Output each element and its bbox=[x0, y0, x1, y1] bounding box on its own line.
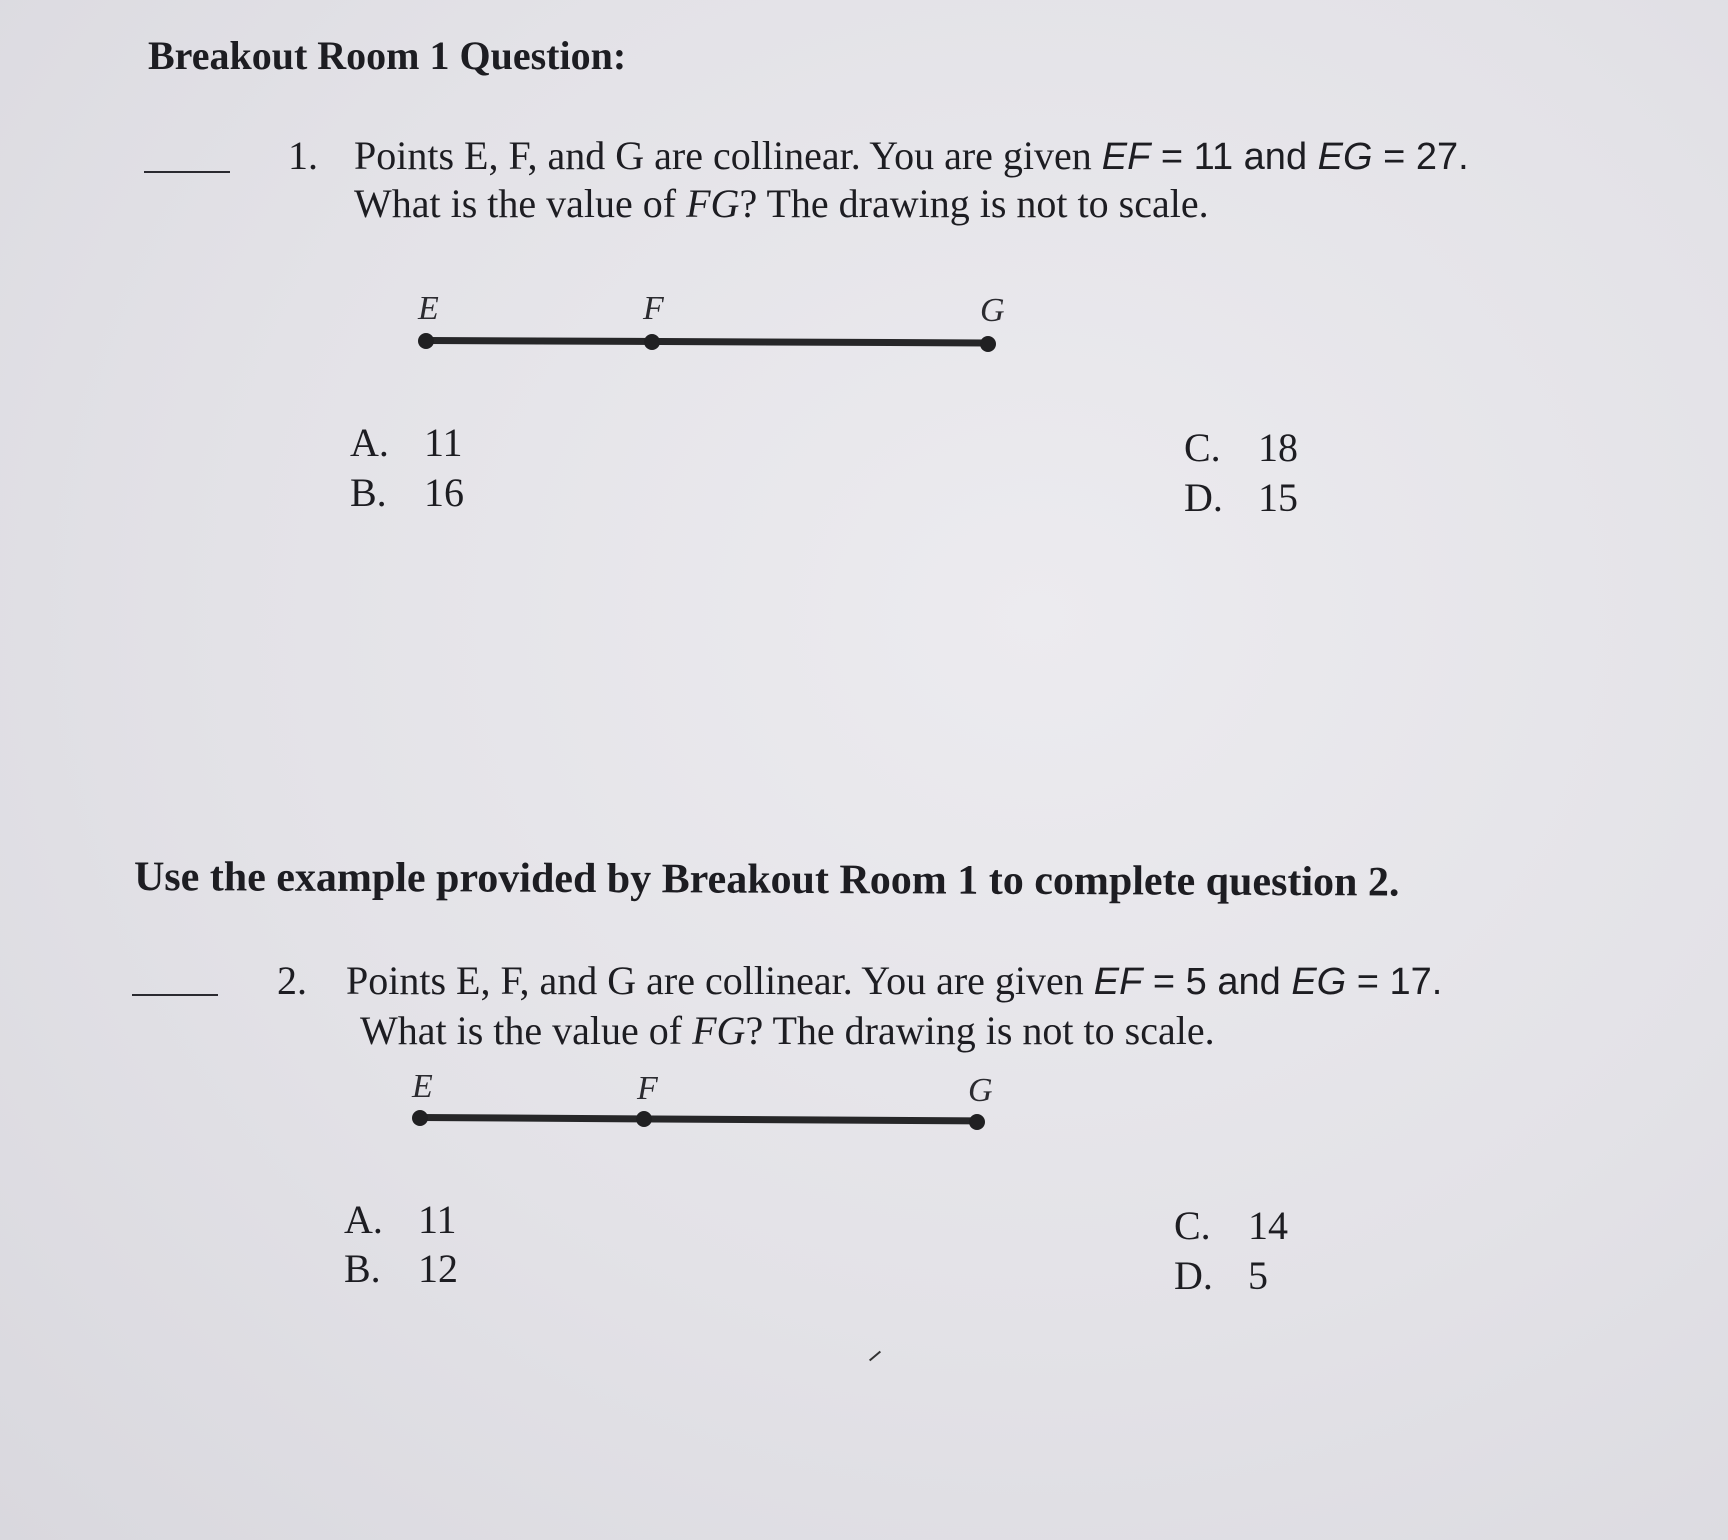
q2-line2-prefix: What is the value of bbox=[360, 1008, 693, 1053]
q2-point-label-e: E bbox=[412, 1068, 433, 1105]
q1-point-e bbox=[418, 333, 434, 349]
q2-number: 2. bbox=[277, 958, 307, 1003]
q1-eg-label: EG bbox=[1317, 136, 1373, 178]
q2-choice-a-value: 11 bbox=[418, 1197, 457, 1242]
q1-point-label-e: E bbox=[418, 290, 439, 327]
q1-choice-b-value: 16 bbox=[424, 470, 464, 515]
q2-choice-d-value: 5 bbox=[1248, 1253, 1268, 1298]
q1-ef-value: = 11 and bbox=[1150, 136, 1318, 178]
q1-segment-line bbox=[425, 337, 989, 346]
q2-line1-prefix: Points E, F, and G are collinear. You are given bbox=[346, 958, 1094, 1003]
q1-choice-a-letter: A. bbox=[350, 420, 389, 465]
q1-choice-b-letter: B. bbox=[350, 470, 387, 515]
q2-point-f bbox=[636, 1111, 652, 1127]
q2-point-e bbox=[412, 1110, 428, 1126]
q2-ef-label: EF bbox=[1093, 961, 1143, 1003]
pencil-mark bbox=[869, 1351, 881, 1362]
section1-heading: Breakout Room 1 Question: bbox=[148, 33, 627, 78]
q1-fg-label: FG bbox=[686, 181, 740, 226]
q2-point-label-f: F bbox=[637, 1070, 658, 1107]
q1-point-f bbox=[644, 334, 660, 350]
q2-choice-d-letter: D. bbox=[1174, 1253, 1213, 1298]
q1-line1-prefix: Points E, F, and G are collinear. You are given bbox=[354, 133, 1102, 178]
q2-point-label-g: G bbox=[968, 1072, 993, 1109]
q1-line2-prefix: What is the value of bbox=[354, 181, 687, 226]
q2-point-g bbox=[969, 1114, 985, 1130]
q1-point-g bbox=[980, 336, 996, 352]
q1-choice-a bbox=[350, 419, 463, 466]
q1-choice-c-letter: C. bbox=[1184, 425, 1221, 470]
q1-ef-label: EF bbox=[1101, 136, 1151, 178]
q2-text-line1 bbox=[346, 957, 1442, 1004]
q2-answer-blank bbox=[132, 994, 218, 996]
q1-text-line1 bbox=[354, 132, 1469, 179]
q1-eg-value: = 27. bbox=[1372, 136, 1469, 178]
q1-point-label-g: G bbox=[980, 292, 1005, 329]
q1-text-line2 bbox=[354, 180, 1209, 227]
q1-choice-a-value: 11 bbox=[424, 420, 463, 465]
q1-number: 1. bbox=[288, 133, 318, 178]
q2-eg-label: EG bbox=[1291, 961, 1347, 1003]
q2-choice-b-value: 12 bbox=[418, 1246, 458, 1291]
q2-line2-suffix: ? The drawing is not to scale. bbox=[745, 1008, 1215, 1053]
q1-choice-b bbox=[350, 469, 464, 516]
q2-choice-c bbox=[1174, 1202, 1288, 1249]
q2-text-line2 bbox=[360, 1007, 1215, 1054]
q2-segment-line bbox=[418, 1114, 978, 1124]
q1-choice-d-value: 15 bbox=[1258, 475, 1298, 520]
q1-answer-blank bbox=[144, 171, 230, 173]
q2-fg-label: FG bbox=[692, 1008, 746, 1053]
section2-heading: Use the example provided by Breakout Room 1 to complete question 2. bbox=[133, 854, 1400, 906]
q1-choice-d-letter: D. bbox=[1184, 475, 1223, 520]
q2-choice-a bbox=[344, 1196, 457, 1243]
q2-choice-d bbox=[1174, 1252, 1268, 1299]
q2-choice-a-letter: A. bbox=[344, 1197, 383, 1242]
q2-choice-c-letter: C. bbox=[1174, 1203, 1211, 1248]
q2-choice-b-letter: B. bbox=[344, 1246, 381, 1291]
q1-choice-c-value: 18 bbox=[1258, 425, 1298, 470]
q2-eg-value: = 17. bbox=[1346, 961, 1443, 1003]
q1-point-label-f: F bbox=[643, 290, 664, 327]
q1-choice-c bbox=[1184, 424, 1298, 471]
q2-choice-b bbox=[344, 1245, 458, 1292]
q2-ef-value: = 5 and bbox=[1142, 961, 1292, 1003]
q1-choice-d bbox=[1184, 474, 1298, 521]
q2-choice-c-value: 14 bbox=[1248, 1203, 1288, 1248]
q1-line2-suffix: ? The drawing is not to scale. bbox=[739, 181, 1209, 226]
